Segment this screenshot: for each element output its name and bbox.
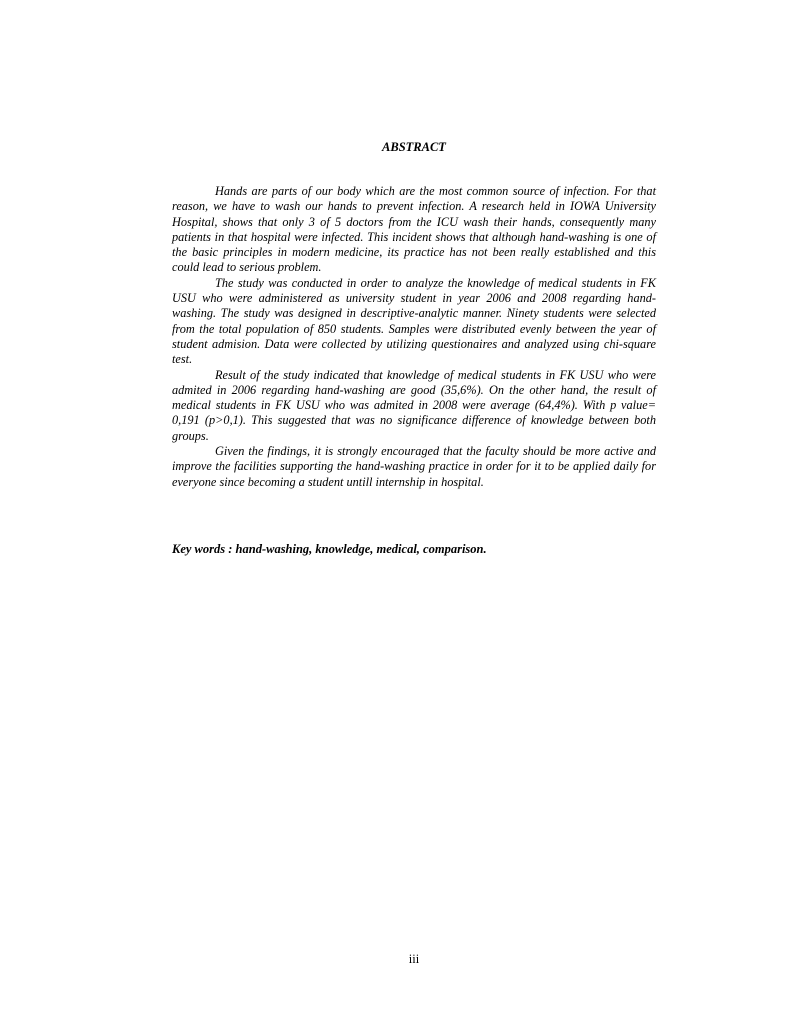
abstract-title: ABSTRACT [382, 140, 446, 154]
abstract-paragraph-4: Given the findings, it is strongly encouraged that the faculty should be more active and improve the facilities supporting the hand-washing practice in order for it to be applied daily for everyone since becoming a student untill internship in hospital. [172, 444, 656, 489]
abstract-paragraph-3: Result of the study indicated that knowledge of medical students in FK USU who were admited in 2006 regarding hand-washing are good (35,6%). On the other hand, the result of medical students in FK USU who was admited in 2008 were average (64,4%). With p value= 0,191 (p>0,1). This suggested that was no significance difference of knowledge between both groups. [172, 367, 656, 443]
abstract-paragraph-2: The study was conducted in order to analyze the knowledge of medical students in FK USU who were administered as university student in year 2006 and 2008 regarding hand-washing. The study was designed in descriptive-analytic manner. Ninety students were selected from the total population of 850 students. Samples were distributed evenly between the year of student admision. Data were collected by utilizing questionaires and analyzed using chi-square test. [172, 275, 656, 367]
page-number: iii [408, 952, 420, 966]
abstract-body [172, 184, 656, 490]
keywords-line: Key words : hand-washing, knowledge, medical, comparison. [172, 542, 487, 556]
abstract-paragraph-1: Hands are parts of our body which are the most common source of infection. For that reason, we have to wash our hands to prevent infection. A research held in IOWA University Hospital, shows that only 3 of 5 doctors from the ICU wash their hands, consequently many patients in that hospital were infected. This incident shows that although hand-washing is one of the basic principles in modern medicine, its practice has not been really established and this could lead to serious problem. [172, 184, 656, 275]
